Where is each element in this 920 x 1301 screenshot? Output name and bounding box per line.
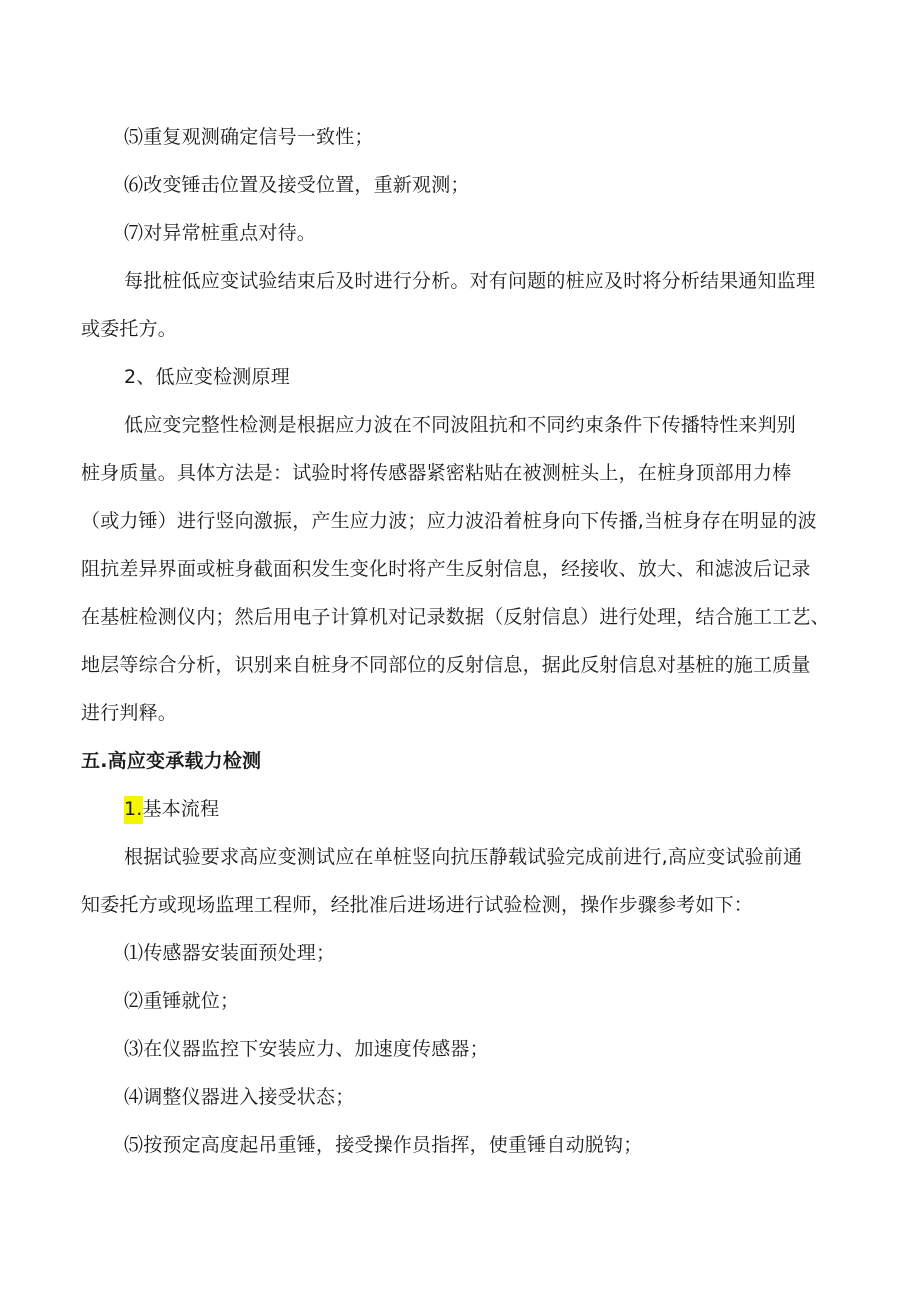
paragraph-line: （或力锤）进行竖向激振，产生应力波；应力波沿着桩身向下传播,当桩身存在明显的波	[81, 510, 817, 532]
paragraph-line: 低应变完整性检测是根据应力波在不同波阻抗和不同约束条件下传播特性来判别	[124, 414, 797, 436]
list-item: ⑷调整仪器进入接受状态；	[124, 1086, 355, 1108]
list-item: ⑵重锤就位；	[124, 990, 240, 1012]
paragraph-line: 在基桩检测仪内；然后用电子计算机对记录数据（反射信息）进行处理，结合施工工艺、	[81, 606, 830, 628]
section-heading: 2、低应变检测原理	[124, 366, 290, 388]
paragraph-line: 桩身质量。具体方法是：试验时将传感器紧密粘贴在被测桩头上，在桩身顶部用力棒	[81, 462, 792, 484]
paragraph-line: 或委托方。	[81, 318, 178, 340]
list-item: ⑹改变锤击位置及接受位置，重新观测；	[124, 174, 470, 196]
list-item: ⑸按预定高度起吊重锤，接受操作员指挥，使重锤自动脱钩；	[124, 1134, 643, 1156]
paragraph-line: 知委托方或现场监理工程师，经批准后进场进行试验检测，操作步骤参考如下：	[81, 894, 754, 916]
list-item: ⑴传感器安装面预处理；	[124, 942, 336, 964]
paragraph-line: 根据试验要求高应变测试应在单桩竖向抗压静载试验完成前进行,高应变试验前通	[124, 846, 803, 868]
paragraph-line: 阻抗差异界面或桩身截面积发生变化时将产生反射信息，经接收、放大、和滤波后记录	[81, 558, 811, 580]
list-item: ⑶在仪器监控下安装应力、加速度传感器；	[124, 1038, 489, 1060]
paragraph-line: 进行判释。	[81, 702, 178, 724]
highlighted-number: 1.	[124, 796, 143, 824]
subsection-title: 基本流程	[142, 798, 220, 820]
paragraph-line: 每批桩低应变试验结束后及时进行分析。对有问题的桩应及时将分析结果通知监理	[124, 270, 816, 292]
section-heading: 五.高应变承载力检测	[81, 750, 262, 772]
list-item: ⑸重复观测确定信号一致性；	[124, 126, 374, 148]
subsection-heading	[124, 796, 219, 822]
list-item: ⑺对异常桩重点对待。	[124, 222, 317, 244]
paragraph-line: 地层等综合分析，识别来自桩身不同部位的反射信息，据此反射信息对基桩的施工质量	[81, 654, 811, 676]
